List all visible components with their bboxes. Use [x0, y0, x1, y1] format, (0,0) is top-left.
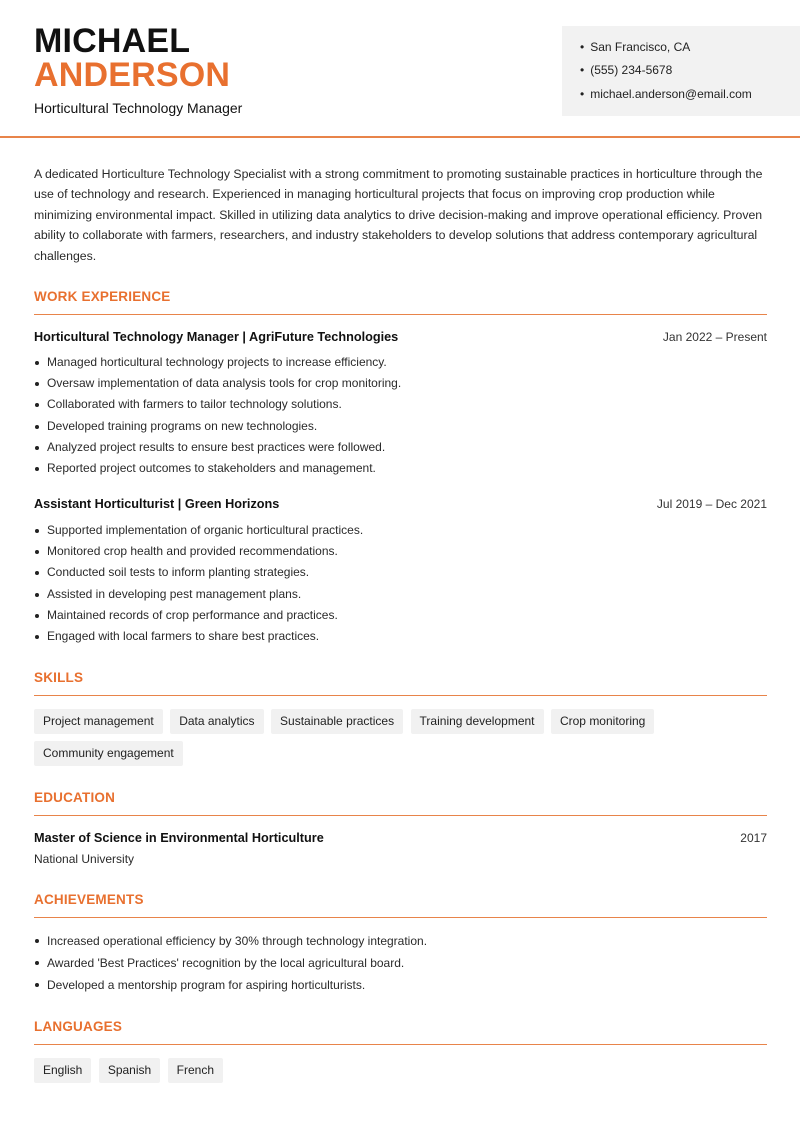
- section-title-languages: LANGUAGES: [34, 1019, 767, 1045]
- profile-summary: A dedicated Horticulture Technology Specialist with a strong commitment to promoting sustainable practices in horticulture through the use of technology and research. Experienced in managing horticultural projects that focus on improving crop production while minimizing environmental impact. Skilled in utilizing data analytics to drive decision-making and improve operational efficiency. Proven ability to collaborate with farmers, researchers, and industry stakeholders to develop solutions that address contemporary agricultural challenges.: [34, 167, 763, 263]
- skill-tag: Sustainable practices: [271, 709, 403, 734]
- language-tags: [34, 1058, 774, 1090]
- skills-tags: [34, 709, 774, 773]
- resume-header: [0, 0, 800, 138]
- list-item: Assisted in developing pest management plans.: [34, 584, 363, 605]
- list-item: Managed horticultural technology projects to increase efficiency.: [34, 352, 401, 373]
- list-item: Analyzed project results to ensure best practices were followed.: [34, 437, 401, 458]
- list-item: Monitored crop health and provided recommendations.: [34, 541, 363, 562]
- contact-phone: • (555) 234-5678: [580, 63, 672, 77]
- list-item: Maintained records of crop performance and practices.: [34, 605, 363, 626]
- last-name: ANDERSON: [34, 56, 231, 94]
- list-item: Developed a mentorship program for aspiring horticulturists.: [34, 974, 427, 996]
- job-bullets: [34, 352, 401, 479]
- achievement-list: [34, 930, 427, 996]
- education-degree: Master of Science in Environmental Horticulture: [34, 831, 324, 845]
- section-title-education: EDUCATION: [34, 790, 767, 816]
- job-header: [34, 497, 767, 511]
- section-title-work: WORK EXPERIENCE: [34, 289, 767, 315]
- first-name: MICHAEL: [34, 22, 191, 60]
- job-bullets: [34, 520, 363, 647]
- job-title: Horticultural Technology Manager: [34, 100, 243, 116]
- list-item: Increased operational efficiency by 30% through technology integration.: [34, 930, 427, 952]
- contact-panel: [562, 26, 800, 116]
- contact-email[interactable]: • michael.anderson@email.com: [580, 87, 752, 101]
- education-school: National University: [34, 852, 135, 866]
- skill-tag: Data analytics: [170, 709, 263, 734]
- list-item: Collaborated with farmers to tailor technology solutions.: [34, 394, 401, 415]
- education-year: 2017: [740, 831, 767, 845]
- list-item: Engaged with local farmers to share best practices.: [34, 626, 363, 647]
- language-tag: English: [34, 1058, 91, 1083]
- language-tag: French: [168, 1058, 223, 1083]
- list-item: Developed training programs on new technologies.: [34, 416, 401, 437]
- skill-tag: Crop monitoring: [551, 709, 654, 734]
- job-header: [34, 330, 767, 344]
- list-item: Awarded 'Best Practices' recognition by the local agricultural board.: [34, 952, 427, 974]
- language-tag: Spanish: [99, 1058, 160, 1083]
- list-item: Supported implementation of organic horticultural practices.: [34, 520, 363, 541]
- section-title-skills: SKILLS: [34, 670, 767, 696]
- job-role: Horticultural Technology Manager | AgriFuture Technologies: [34, 330, 399, 344]
- job-dates: Jan 2022 – Present: [662, 330, 767, 344]
- contact-location: • San Francisco, CA: [580, 40, 690, 54]
- job-role: Assistant Horticulturist | Green Horizons: [34, 497, 280, 511]
- section-title-achievements: ACHIEVEMENTS: [34, 892, 767, 918]
- list-item: Oversaw implementation of data analysis tools for crop monitoring.: [34, 373, 401, 394]
- job-dates: Jul 2019 – Dec 2021: [656, 497, 767, 511]
- list-item: Reported project outcomes to stakeholders and management.: [34, 458, 401, 479]
- skill-tag: Project management: [34, 709, 163, 734]
- skill-tag: Training development: [411, 709, 544, 734]
- list-item: Conducted soil tests to inform planting strategies.: [34, 562, 363, 583]
- skill-tag: Community engagement: [34, 741, 183, 766]
